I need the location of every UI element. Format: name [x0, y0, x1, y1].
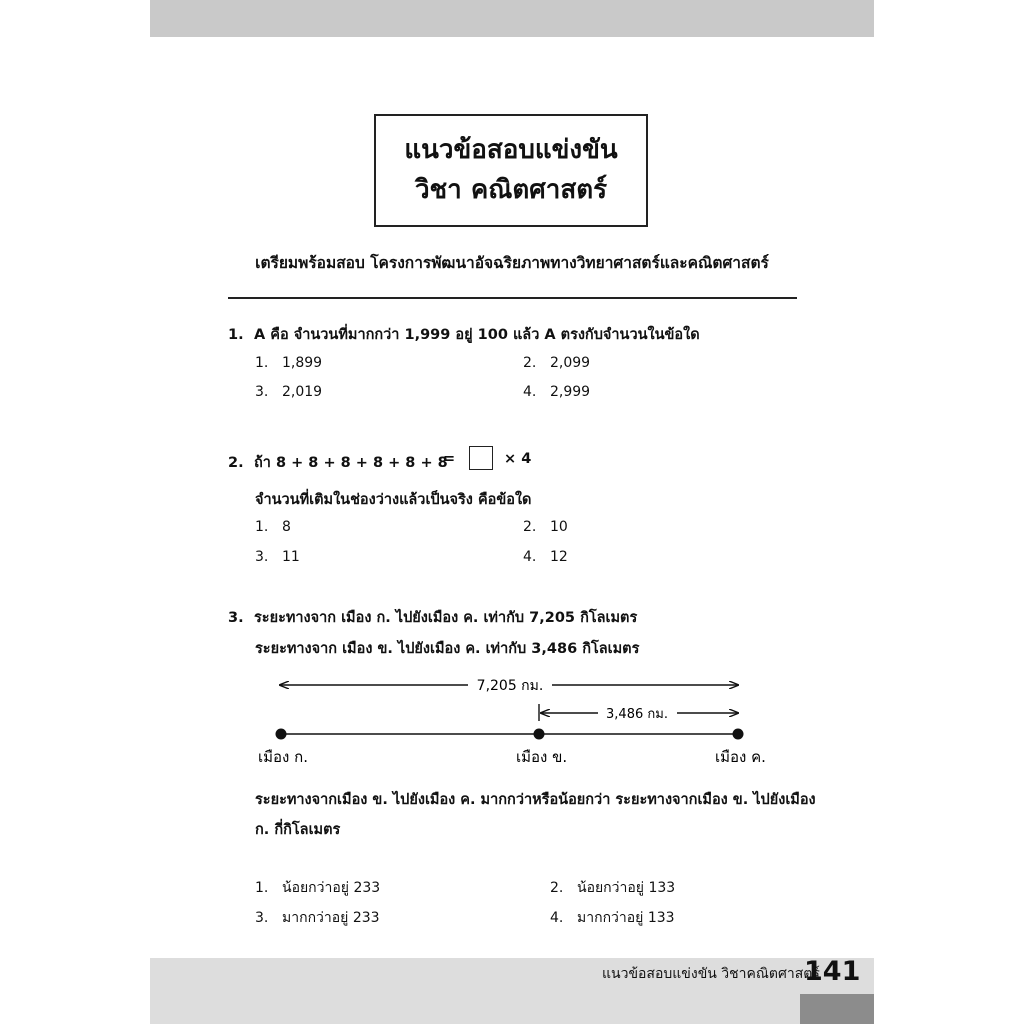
footer-tab-block: [800, 994, 874, 1024]
question-3-prompt-line-1: ระยะทางจากเมือง ข. ไปยังเมือง ค. มากกว่าหรือน้อยกว่า ระยะทางจากเมือง ข. ไปยังเมือง: [255, 792, 816, 808]
title-box: [374, 114, 648, 227]
option-text: 2,099: [550, 355, 591, 371]
question-text: A คือ จำนวนที่มากกว่า 1,999 อยู่ 100 แล้ว A ตรงกับจำนวนในข้อใด: [254, 327, 700, 343]
option-text: 1,899: [282, 355, 323, 371]
question-number: 3.: [228, 610, 244, 626]
option-number: 2.: [523, 519, 537, 535]
option-number: 4.: [523, 549, 537, 565]
option-text: 12: [550, 549, 568, 565]
subtitle: เตรียมพร้อมสอบ โครงการพัฒนาอัจฉริยภาพทางวิทยาศาสตร์และคณิตศาสตร์: [255, 254, 769, 272]
option-number: 3.: [255, 384, 269, 400]
option-number: 2.: [550, 880, 564, 896]
option-2-2[interactable]: [523, 519, 568, 535]
page-number: 141: [804, 956, 861, 987]
option-number: 4.: [523, 384, 537, 400]
title-line-2: วิชา คณิตศาสตร์: [414, 175, 608, 205]
option-text: 2,019: [282, 384, 323, 400]
point-a-label: เมือง ก.: [258, 748, 308, 766]
option-2-1[interactable]: [255, 519, 291, 535]
divider: [228, 297, 797, 299]
question-2-text: จำนวนที่เติมในช่องว่างแล้วเป็นจริง คือข้อใด: [255, 492, 532, 508]
option-1-3[interactable]: [255, 384, 322, 400]
point-c: [733, 729, 744, 740]
distance-diagram: [240, 668, 780, 778]
question-number: 1.: [228, 327, 244, 343]
long-distance-label: 7,205 กม.: [476, 678, 544, 694]
option-2-4[interactable]: [523, 549, 568, 565]
question-text: ระยะทางจาก เมือง ก. ไปยังเมือง ค. เท่ากับ 7,205 กิโลเมตร: [254, 610, 638, 626]
option-2-3[interactable]: [255, 549, 300, 565]
option-number: 2.: [523, 355, 537, 371]
short-distance-label: 3,486 กม.: [606, 707, 668, 722]
times-four: × 4: [504, 451, 532, 467]
question-number: 2.: [228, 455, 244, 471]
footer-title: แนวข้อสอบแข่งขัน วิชาคณิตศาสตร์: [602, 966, 820, 982]
answer-blank-box: [469, 446, 493, 470]
option-text: มากกว่าอยู่ 133: [577, 910, 675, 926]
equals-sign: =: [443, 451, 456, 467]
option-text: 10: [550, 519, 568, 535]
option-3-3[interactable]: [255, 907, 380, 929]
question-3-line-2: ระยะทางจาก เมือง ข. ไปยังเมือง ค. เท่ากับ 3,486 กิโลเมตร: [255, 641, 640, 657]
question-1: [228, 323, 700, 346]
option-1-2[interactable]: [523, 355, 590, 371]
header-band: [150, 0, 874, 37]
option-text: 8: [282, 519, 291, 535]
question-3-prompt-line-2: ก. กี่กิโลเมตร: [255, 822, 341, 838]
equation-left: ถ้า 8 + 8 + 8 + 8 + 8 + 8: [254, 455, 448, 471]
point-b: [534, 729, 545, 740]
option-number: 1.: [255, 519, 269, 535]
point-c-label: เมือง ค.: [715, 748, 766, 766]
option-number: 1.: [255, 880, 269, 896]
option-1-1[interactable]: [255, 355, 322, 371]
point-b-label: เมือง ข.: [516, 748, 568, 766]
question-3-line-1: [228, 606, 637, 629]
option-text: มากกว่าอยู่ 233: [282, 910, 380, 926]
option-text: 2,999: [550, 384, 591, 400]
point-a: [276, 729, 287, 740]
option-text: 11: [282, 549, 300, 565]
option-text: น้อยกว่าอยู่ 133: [577, 880, 676, 896]
title-line-1: แนวข้อสอบแข่งขัน: [404, 135, 618, 165]
option-number: 1.: [255, 355, 269, 371]
option-text: น้อยกว่าอยู่ 233: [282, 880, 381, 896]
question-2-equation: [228, 451, 448, 474]
option-number: 4.: [550, 910, 564, 926]
option-3-4[interactable]: [550, 907, 675, 929]
option-number: 3.: [255, 910, 269, 926]
option-1-4[interactable]: [523, 384, 590, 400]
option-3-2[interactable]: [550, 877, 675, 899]
option-3-1[interactable]: [255, 877, 380, 899]
option-number: 3.: [255, 549, 269, 565]
